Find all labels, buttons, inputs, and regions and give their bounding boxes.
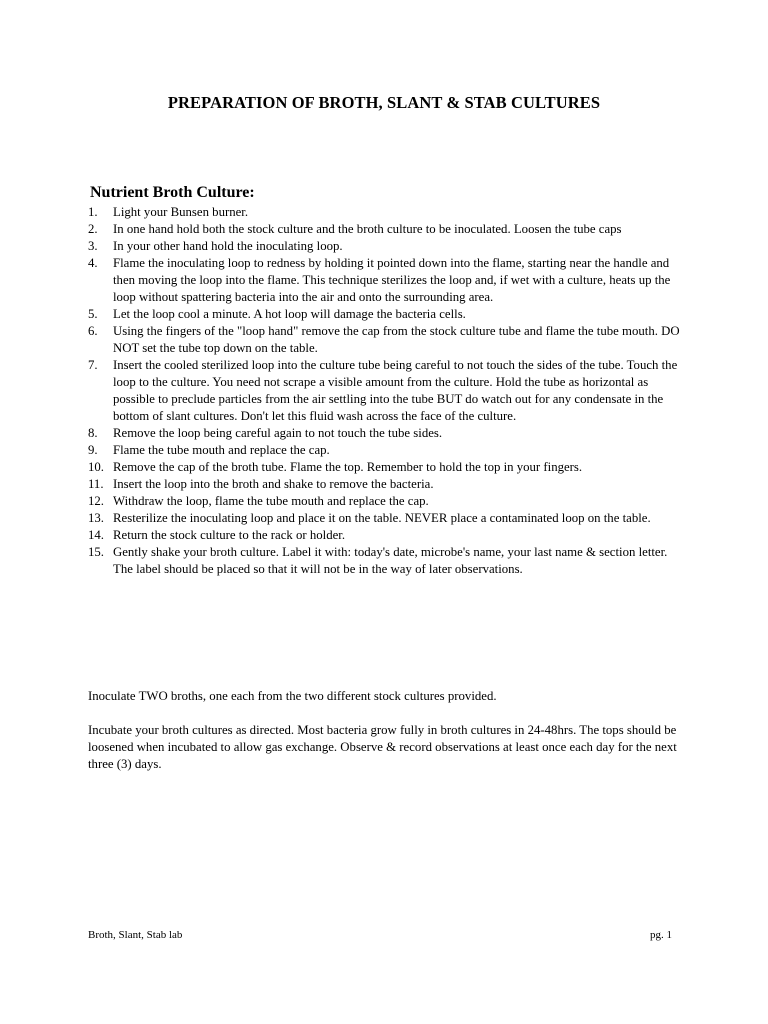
step-text: Return the stock culture to the rack or holder. [113,528,346,542]
step-text: Insert the loop into the broth and shake to remove the bacteria. [113,477,434,491]
step-text: Flame the tube mouth and replace the cap. [113,443,330,457]
step-number: 4. [88,256,98,270]
step-text: Gently shake your broth culture. Label it with: today's date, microbe's name, your last name & section letter. The label should be placed so that it will not be in the way of later observations. [113,545,668,576]
step-item [88,459,684,476]
step-item [88,510,684,527]
section-heading: Nutrient Broth Culture: [90,184,255,201]
incubate-instructions: Incubate your broth cultures as directed. Most bacteria grow fully in broth cultures in 24-48hrs. The tops should be loosened when incubated to allow gas exchange. Observe & record observations at least once each day for the next three (3) days. [88,723,677,771]
step-number: 10. [88,460,104,474]
step-text: Insert the cooled sterilized loop into the culture tube being careful to not touch the sides of the tube. Touch the loop to the culture. You need not scrape a visible amount from the culture. Hold the tube as horizontal as possible to preclude particles from the air settling into the tube BUT do watch out for any condensate in the bottom of slant cultures. Don't let this fluid wash across the face of the culture. [113,358,678,423]
step-number: 14. [88,528,104,542]
step-item [88,527,684,544]
step-number: 3. [88,239,98,253]
step-item [88,357,684,425]
step-text: Light your Bunsen burner. [113,205,249,219]
step-item [88,476,684,493]
step-text: Using the fingers of the "loop hand" remove the cap from the stock culture tube and flame the tube mouth. DO NOT set the tube top down on the table. [113,324,680,355]
step-number: 1. [88,205,98,219]
step-text: Flame the inoculating loop to redness by holding it pointed down into the flame, starting near the handle and then moving the loop into the flame. This technique sterilizes the loop and, if wet with a culture, heats up the loop without spattering bacteria into the air and onto the surrounding area. [113,256,671,304]
step-number: 7. [88,358,98,372]
step-text: In your other hand hold the inoculating loop. [113,239,343,253]
step-item [88,493,684,510]
step-text: Remove the loop being careful again to not touch the tube sides. [113,426,443,440]
step-item [88,306,684,323]
step-item [88,323,684,357]
step-item [88,425,684,442]
step-number: 12. [88,494,104,508]
step-number: 15. [88,545,104,559]
document-title: PREPARATION OF BROTH, SLANT & STAB CULTURES [167,93,601,112]
step-item [88,442,684,459]
step-item [88,221,684,238]
step-number: 5. [88,307,98,321]
step-text: Let the loop cool a minute. A hot loop will damage the bacteria cells. [113,307,466,321]
step-item [88,544,684,578]
step-number: 13. [88,511,104,525]
step-text: In one hand hold both the stock culture and the broth culture to be inoculated. Loosen the tube caps [113,222,622,236]
step-number: 2. [88,222,98,236]
step-number: 6. [88,324,98,338]
step-item [88,238,684,255]
footer-page-number: pg. 1 [650,929,672,941]
procedure-steps-list [88,204,684,578]
inoculate-instructions: Inoculate TWO broths, one each from the two different stock cultures provided. [88,689,497,703]
step-text: Withdraw the loop, flame the tube mouth and replace the cap. [113,494,429,508]
step-text: Remove the cap of the broth tube. Flame the top. Remember to hold the top in your fingers. [113,460,583,474]
footer-doc-title: Broth, Slant, Stab lab [88,929,183,941]
step-text: Resterilize the inoculating loop and place it on the table. NEVER place a contaminated loop on the table. [113,511,651,525]
step-item [88,255,684,306]
step-number: 8. [88,426,98,440]
step-number: 11. [88,477,104,491]
step-number: 9. [88,443,98,457]
step-item [88,204,684,221]
